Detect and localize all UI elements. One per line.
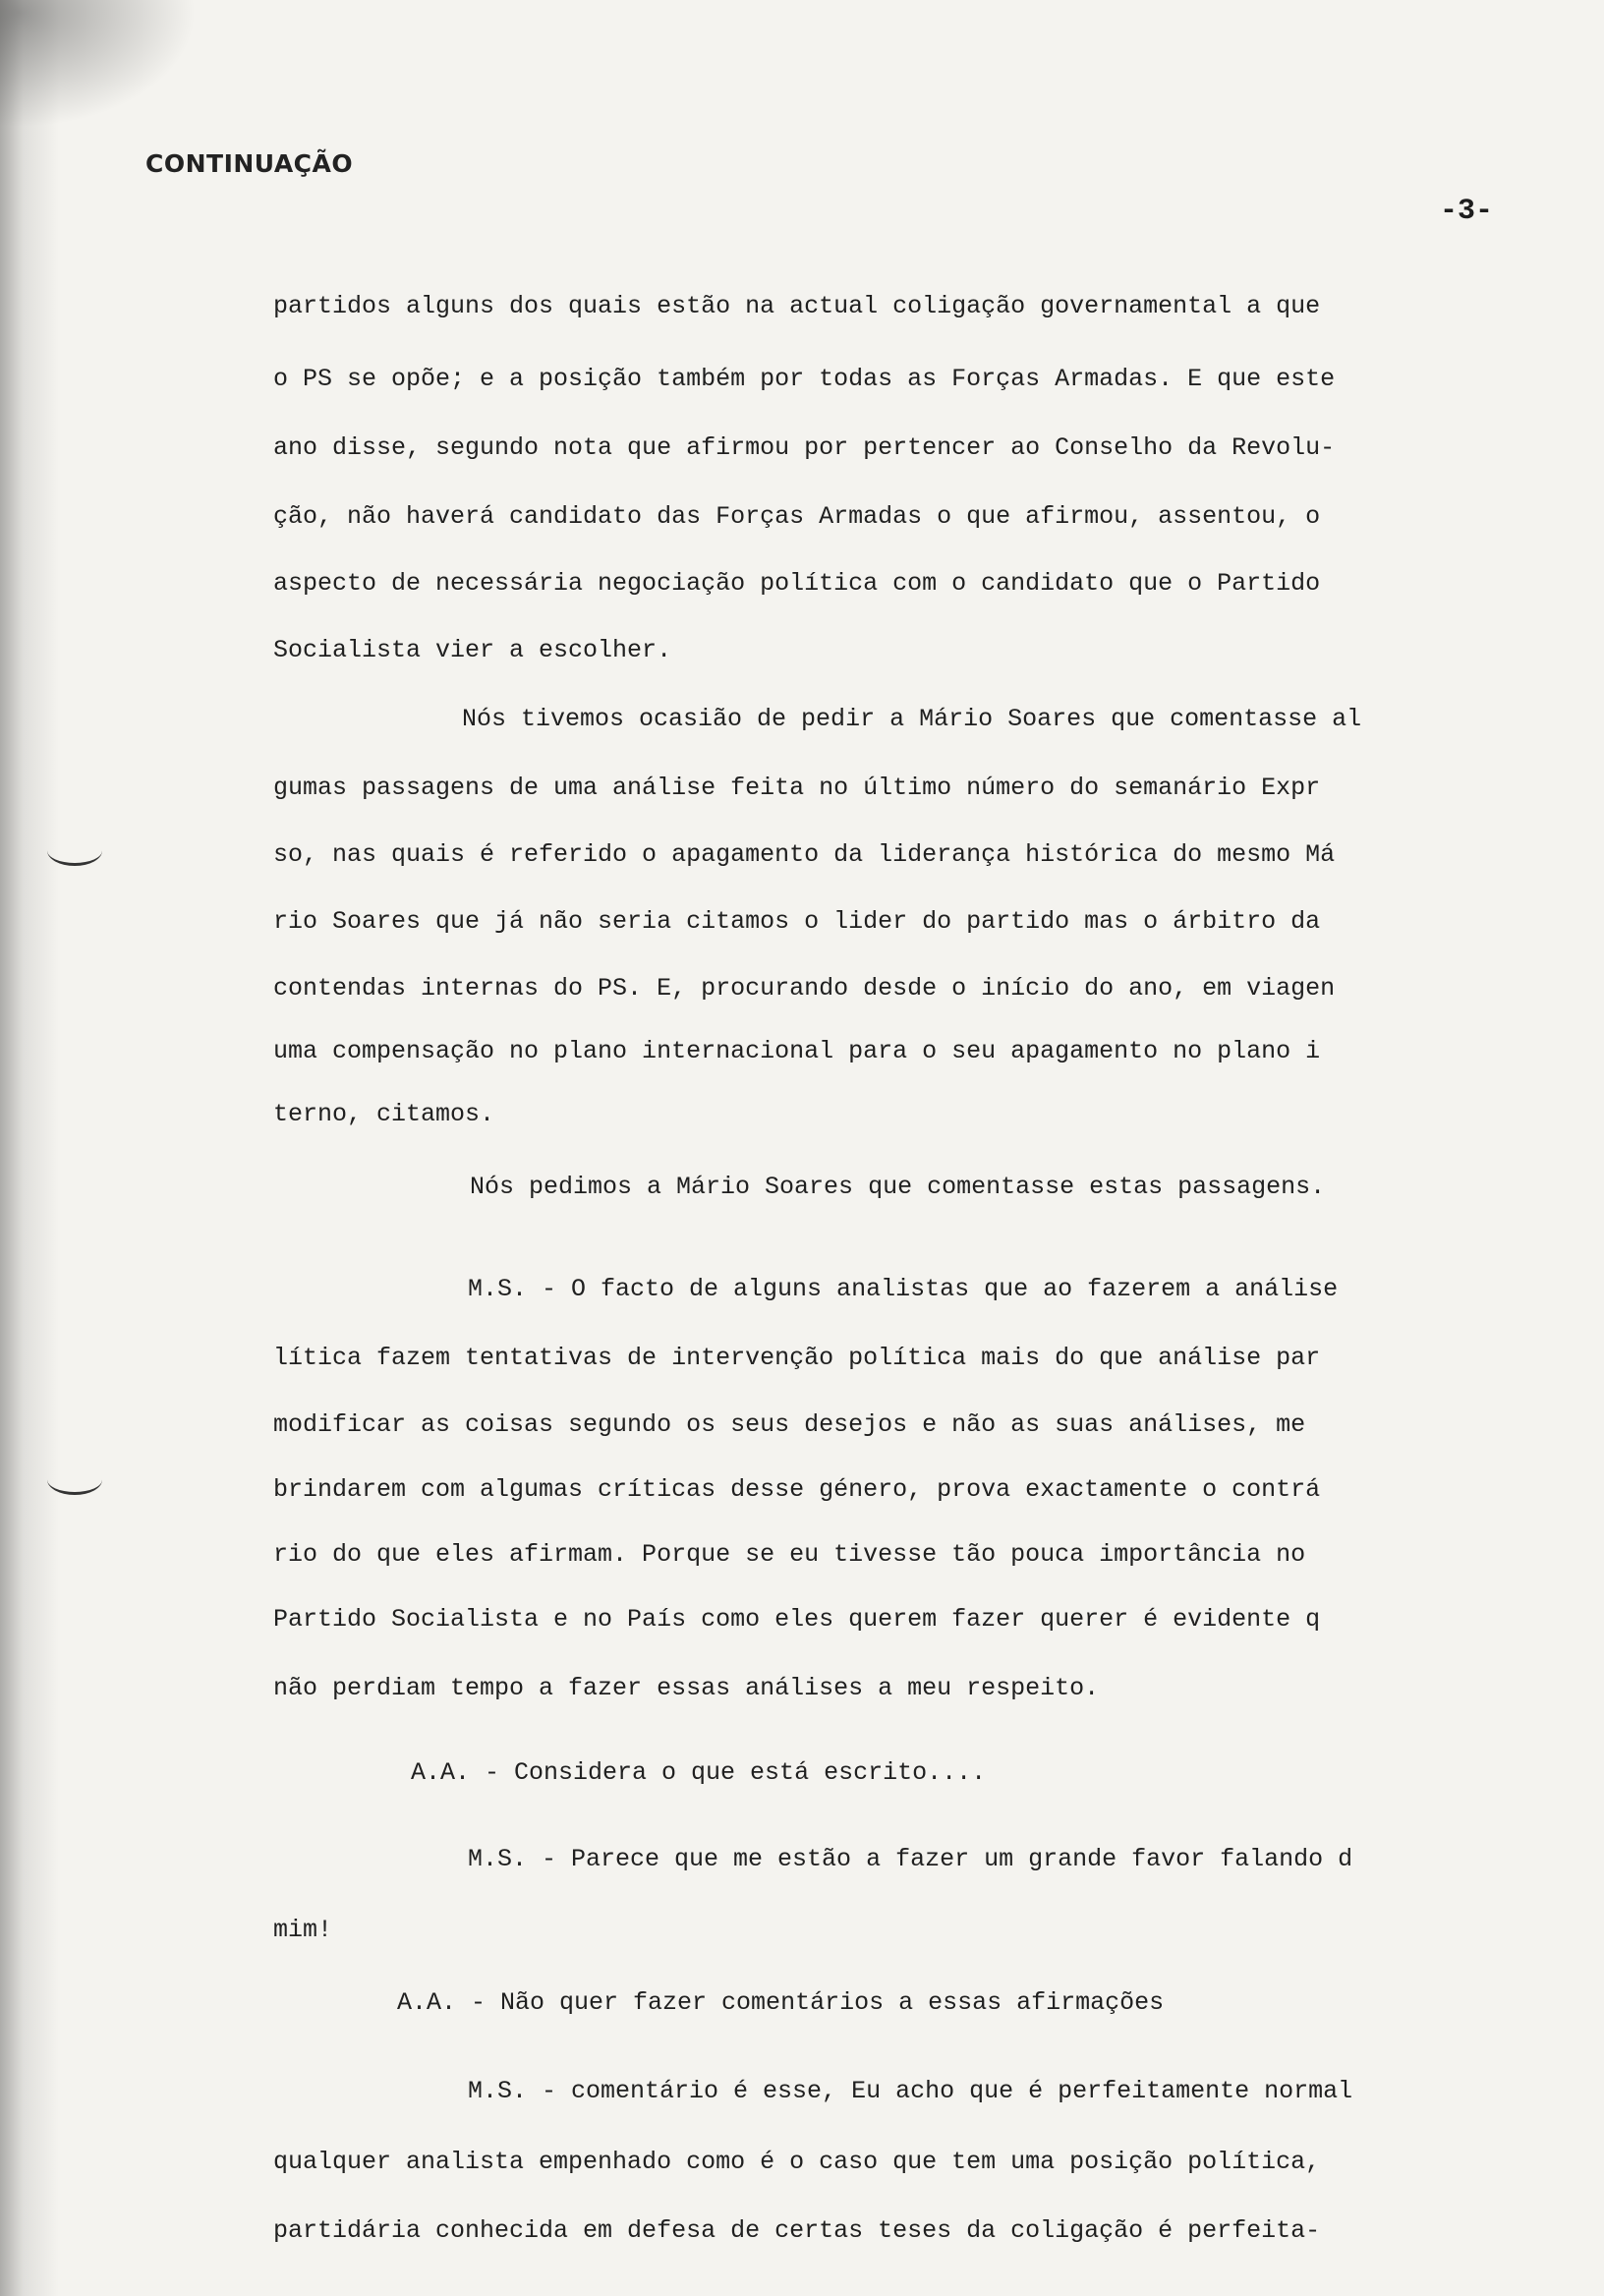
scan-corner-smudge <box>0 0 197 128</box>
text-line: Nós tivemos ocasião de pedir a Mário Soares que comentasse al <box>462 705 1362 733</box>
text-line: gumas passagens de uma análise feita no último número do semanário Expr <box>273 774 1321 802</box>
text-line: aspecto de necessária negociação política com o candidato que o Partido <box>273 569 1321 598</box>
text-line: modificar as coisas segundo os seus desejos e não as suas análises, me <box>273 1410 1306 1439</box>
text-line: rio Soares que já não seria citamos o lider do partido mas o árbitro da <box>273 907 1321 936</box>
text-line: o PS se opõe; e a posição também por todas as Forças Armadas. E que este <box>273 365 1336 393</box>
text-line: brindarem com algumas críticas desse género, prova exactamente o contrá <box>273 1475 1321 1504</box>
text-line: ano disse, segundo nota que afirmou por pertencer ao Conselho da Revolu- <box>273 433 1336 462</box>
page-number: -3- <box>1440 195 1494 228</box>
text-line: terno, citamos. <box>273 1100 495 1128</box>
scan-edge-shadow <box>0 0 59 2296</box>
text-line: Socialista vier a escolher. <box>273 636 672 664</box>
text-line: partidos alguns dos quais estão na actual coligação governamental a que <box>273 292 1321 320</box>
page-header: CONTINUAÇÃO <box>145 149 354 178</box>
text-line: A.A. - Considera o que está escrito.... <box>411 1758 987 1787</box>
text-line: não perdiam tempo a fazer essas análises a meu respeito. <box>273 1674 1100 1702</box>
text-line: partidária conhecida em defesa de certas teses da coligação é perfeita- <box>273 2216 1321 2245</box>
text-line: uma compensação no plano internacional para o seu apagamento no plano i <box>273 1037 1321 1065</box>
text-line: so, nas quais é referido o apagamento da liderança histórica do mesmo Má <box>273 840 1336 869</box>
text-line: A.A. - Não quer fazer comentários a essas afirmações <box>397 1988 1165 2017</box>
text-line: rio do que eles afirmam. Porque se eu tivesse tão pouca importância no <box>273 1540 1306 1569</box>
text-line: M.S. - O facto de alguns analistas que ao fazerem a análise <box>468 1275 1339 1303</box>
text-line: M.S. - Parece que me estão a fazer um grande favor falando d <box>468 1845 1353 1873</box>
text-line: contendas internas do PS. E, procurando desde o início do ano, em viagen <box>273 974 1336 1003</box>
text-line: qualquer analista empenhado como é o caso que tem uma posição política, <box>273 2148 1321 2176</box>
text-line: mim! <box>273 1916 333 1944</box>
text-line: Partido Socialista e no País como eles querem fazer querer é evidente q <box>273 1605 1321 1634</box>
text-line: M.S. - comentário é esse, Eu acho que é perfeitamente normal <box>468 2077 1353 2105</box>
text-line: lítica fazem tentativas de intervenção política mais do que análise par <box>273 1344 1321 1372</box>
punch-hole-mark <box>47 835 102 866</box>
text-line: Nós pedimos a Mário Soares que comentasse estas passagens. <box>470 1173 1326 1201</box>
punch-hole-mark <box>47 1464 102 1495</box>
text-line: ção, não haverá candidato das Forças Armadas o que afirmou, assentou, o <box>273 502 1321 531</box>
